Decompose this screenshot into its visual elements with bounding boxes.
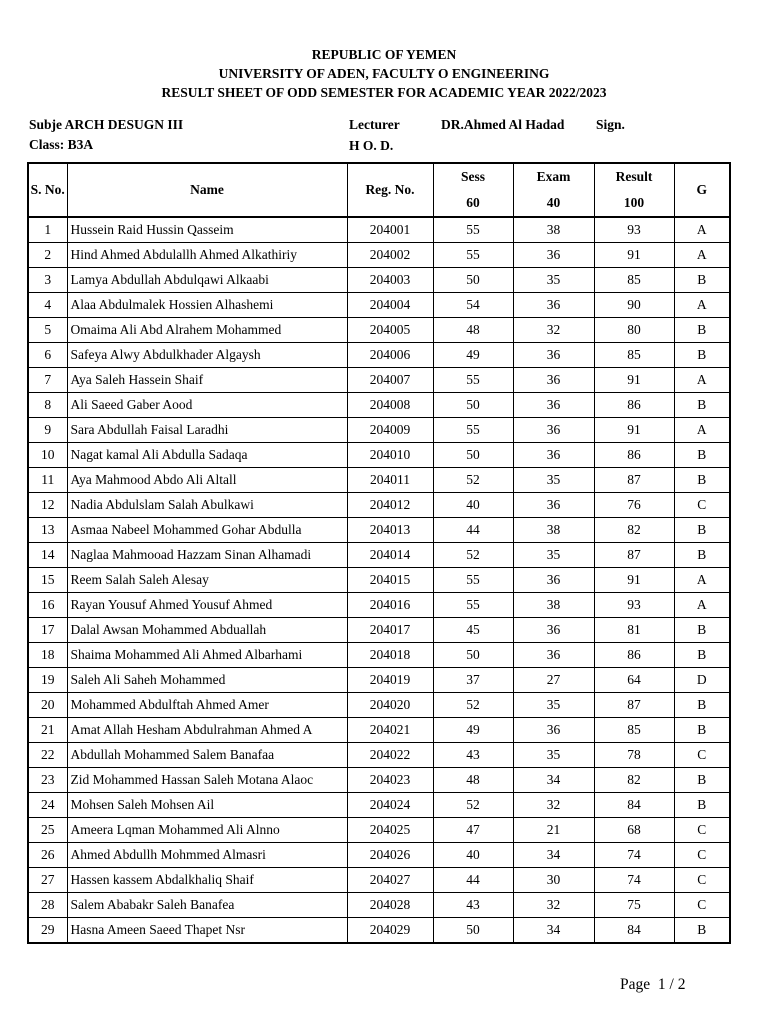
result-score-cell: 87 — [594, 468, 674, 493]
exam-score-cell: 32 — [513, 318, 594, 343]
reg-no-cell: 204025 — [347, 818, 433, 843]
exam-score-cell: 32 — [513, 793, 594, 818]
sno-cell: 21 — [28, 718, 67, 743]
reg-no-cell: 204019 — [347, 668, 433, 693]
grade-cell: B — [674, 343, 730, 368]
reg-no-cell: 204027 — [347, 868, 433, 893]
grade-cell: B — [674, 618, 730, 643]
grade-cell: C — [674, 818, 730, 843]
reg-no-cell: 204005 — [347, 318, 433, 343]
exam-score-cell: 34 — [513, 768, 594, 793]
sno-cell: 22 — [28, 743, 67, 768]
sno-cell: 9 — [28, 418, 67, 443]
sno-cell: 13 — [28, 518, 67, 543]
reg-no-cell: 204023 — [347, 768, 433, 793]
grade-cell: B — [674, 318, 730, 343]
sess-score-cell: 50 — [433, 443, 513, 468]
table-row — [28, 318, 730, 343]
name-cell: Naglaa Mahmooad Hazzam Sinan Alhamadi — [67, 543, 347, 568]
result-score-cell: 91 — [594, 243, 674, 268]
grade-cell: C — [674, 493, 730, 518]
name-cell: Hassen kassem Abdalkhaliq Shaif — [67, 868, 347, 893]
page-label: Page — [620, 976, 651, 993]
reg-no-cell: 204004 — [347, 293, 433, 318]
sess-score-cell: 49 — [433, 718, 513, 743]
table-row — [28, 693, 730, 718]
sess-score-cell: 48 — [433, 768, 513, 793]
result-score-cell: 87 — [594, 543, 674, 568]
grade-cell: B — [674, 643, 730, 668]
exam-score-cell: 21 — [513, 818, 594, 843]
sno-cell: 15 — [28, 568, 67, 593]
sno-cell: 12 — [28, 493, 67, 518]
header-sno: S. No. — [28, 163, 67, 217]
name-cell: Ali Saeed Gaber Aood — [67, 393, 347, 418]
lecturer-label: Lecturer — [349, 117, 400, 132]
name-cell: Hussein Raid Hussin Qasseim — [67, 217, 347, 243]
sno-cell: 6 — [28, 343, 67, 368]
sess-score-cell: 50 — [433, 268, 513, 293]
exam-score-cell: 36 — [513, 368, 594, 393]
name-cell: Mohsen Saleh Mohsen Ail — [67, 793, 347, 818]
grade-cell: B — [674, 543, 730, 568]
exam-score-cell: 35 — [513, 693, 594, 718]
name-cell: Salem Ababakr Saleh Banafea — [67, 893, 347, 918]
sess-score-cell: 55 — [433, 593, 513, 618]
grade-cell: B — [674, 918, 730, 944]
sess-score-cell: 52 — [433, 468, 513, 493]
result-score-cell: 74 — [594, 868, 674, 893]
sess-score-cell: 54 — [433, 293, 513, 318]
reg-no-cell: 204022 — [347, 743, 433, 768]
table-row — [28, 217, 730, 243]
table-row — [28, 593, 730, 618]
sess-score-cell: 43 — [433, 893, 513, 918]
reg-no-cell: 204010 — [347, 443, 433, 468]
reg-no-cell: 204021 — [347, 718, 433, 743]
table-row — [28, 918, 730, 944]
sno-cell: 20 — [28, 693, 67, 718]
grade-cell: C — [674, 893, 730, 918]
sess-score-cell: 55 — [433, 418, 513, 443]
result-score-cell: 68 — [594, 818, 674, 843]
subject-label: Subje — [29, 117, 63, 132]
sess-score-cell: 50 — [433, 918, 513, 944]
name-cell: Asmaa Nabeel Mohammed Gohar Abdulla — [67, 518, 347, 543]
name-cell: Zid Mohammed Hassan Saleh Motana Alaoc — [67, 768, 347, 793]
result-score-cell: 75 — [594, 893, 674, 918]
reg-no-cell: 204009 — [347, 418, 433, 443]
result-score-cell: 85 — [594, 268, 674, 293]
exam-score-cell: 36 — [513, 293, 594, 318]
grade-cell: C — [674, 743, 730, 768]
sess-score-cell: 49 — [433, 343, 513, 368]
sno-cell: 18 — [28, 643, 67, 668]
reg-no-cell: 204029 — [347, 918, 433, 944]
name-cell: Aya Saleh Hassein Shaif — [67, 368, 347, 393]
reg-no-cell: 204026 — [347, 843, 433, 868]
table-row — [28, 868, 730, 893]
header-exam-max: 40 — [513, 190, 594, 217]
table-row — [28, 493, 730, 518]
grade-cell: B — [674, 468, 730, 493]
header-sess-max: 60 — [433, 190, 513, 217]
table-row — [28, 518, 730, 543]
result-score-cell: 78 — [594, 743, 674, 768]
name-cell: Nagat kamal Ali Abdulla Sadaqa — [67, 443, 347, 468]
reg-no-cell: 204015 — [347, 568, 433, 593]
sign-label: Sign. — [596, 117, 625, 132]
table-row — [28, 568, 730, 593]
reg-no-cell: 204002 — [347, 243, 433, 268]
header-reg: Reg. No. — [347, 163, 433, 217]
name-cell: Shaima Mohammed Ali Ahmed Albarhami — [67, 643, 347, 668]
result-score-cell: 81 — [594, 618, 674, 643]
sess-score-cell: 55 — [433, 217, 513, 243]
header-exam: Exam — [513, 163, 594, 190]
sess-score-cell: 55 — [433, 368, 513, 393]
grade-cell: B — [674, 518, 730, 543]
result-score-cell: 90 — [594, 293, 674, 318]
exam-score-cell: 32 — [513, 893, 594, 918]
result-score-cell: 80 — [594, 318, 674, 343]
result-score-cell: 84 — [594, 918, 674, 944]
exam-score-cell: 34 — [513, 918, 594, 944]
sno-cell: 11 — [28, 468, 67, 493]
sno-cell: 4 — [28, 293, 67, 318]
subject-line — [29, 117, 183, 133]
result-score-cell: 86 — [594, 443, 674, 468]
exam-score-cell: 35 — [513, 468, 594, 493]
sno-cell: 23 — [28, 768, 67, 793]
sno-cell: 2 — [28, 243, 67, 268]
sess-score-cell: 52 — [433, 693, 513, 718]
page-number: 1 / 2 — [657, 976, 686, 993]
header-result: Result — [594, 163, 674, 190]
sno-cell: 16 — [28, 593, 67, 618]
result-score-cell: 82 — [594, 518, 674, 543]
exam-score-cell: 36 — [513, 443, 594, 468]
exam-score-cell: 36 — [513, 243, 594, 268]
table-row — [28, 643, 730, 668]
class-label: Class: — [29, 137, 65, 152]
reg-no-cell: 204007 — [347, 368, 433, 393]
result-score-cell: 76 — [594, 493, 674, 518]
reg-no-cell: 204013 — [347, 518, 433, 543]
table-row — [28, 718, 730, 743]
result-score-cell: 64 — [594, 668, 674, 693]
sess-score-cell: 47 — [433, 818, 513, 843]
sess-score-cell: 40 — [433, 493, 513, 518]
name-cell: Omaima Ali Abd Alrahem Mohammed — [67, 318, 347, 343]
page-indicator — [620, 976, 685, 994]
results-table-head — [28, 163, 730, 217]
header-result-max: 100 — [594, 190, 674, 217]
table-row — [28, 243, 730, 268]
name-cell: Abdullah Mohammed Salem Banafaa — [67, 743, 347, 768]
grade-cell: C — [674, 868, 730, 893]
grade-cell: A — [674, 568, 730, 593]
result-score-cell: 86 — [594, 393, 674, 418]
sess-score-cell: 48 — [433, 318, 513, 343]
exam-score-cell: 36 — [513, 568, 594, 593]
sess-score-cell: 44 — [433, 868, 513, 893]
sno-cell: 17 — [28, 618, 67, 643]
sess-score-cell: 50 — [433, 393, 513, 418]
sess-score-cell: 50 — [433, 643, 513, 668]
name-cell: Hasna Ameen Saeed Thapet Nsr — [67, 918, 347, 944]
result-score-cell: 91 — [594, 368, 674, 393]
exam-score-cell: 35 — [513, 543, 594, 568]
results-table — [27, 162, 731, 944]
sno-cell: 28 — [28, 893, 67, 918]
grade-cell: C — [674, 843, 730, 868]
sess-score-cell: 55 — [433, 568, 513, 593]
sess-score-cell: 40 — [433, 843, 513, 868]
sess-score-cell: 55 — [433, 243, 513, 268]
result-score-cell: 85 — [594, 718, 674, 743]
sess-score-cell: 52 — [433, 793, 513, 818]
table-row — [28, 743, 730, 768]
exam-score-cell: 35 — [513, 268, 594, 293]
table-row — [28, 293, 730, 318]
sno-cell: 7 — [28, 368, 67, 393]
sess-score-cell: 45 — [433, 618, 513, 643]
reg-no-cell: 204028 — [347, 893, 433, 918]
reg-no-cell: 204011 — [347, 468, 433, 493]
table-row — [28, 818, 730, 843]
grade-cell: B — [674, 393, 730, 418]
exam-score-cell: 30 — [513, 868, 594, 893]
exam-score-cell: 35 — [513, 743, 594, 768]
name-cell: Reem Salah Saleh Alesay — [67, 568, 347, 593]
grade-cell: A — [674, 418, 730, 443]
result-score-cell: 82 — [594, 768, 674, 793]
sno-cell: 24 — [28, 793, 67, 818]
exam-score-cell: 36 — [513, 618, 594, 643]
reg-no-cell: 204017 — [347, 618, 433, 643]
exam-score-cell: 36 — [513, 643, 594, 668]
sess-score-cell: 52 — [433, 543, 513, 568]
result-score-cell: 93 — [594, 217, 674, 243]
result-score-cell: 87 — [594, 693, 674, 718]
grade-cell: B — [674, 693, 730, 718]
sess-score-cell: 43 — [433, 743, 513, 768]
result-score-cell: 85 — [594, 343, 674, 368]
reg-no-cell: 204001 — [347, 217, 433, 243]
reg-no-cell: 204024 — [347, 793, 433, 818]
result-score-cell: 84 — [594, 793, 674, 818]
exam-score-cell: 36 — [513, 418, 594, 443]
exam-score-cell: 36 — [513, 493, 594, 518]
table-row — [28, 368, 730, 393]
header-title: RESULT SHEET OF ODD SEMESTER FOR ACADEMIC YEAR 2022/2023 — [161, 85, 607, 100]
name-cell: Alaa Abdulmalek Hossien Alhashemi — [67, 293, 347, 318]
hod-label: H O. D. — [349, 138, 394, 153]
reg-no-cell: 204020 — [347, 693, 433, 718]
reg-no-cell: 204018 — [347, 643, 433, 668]
name-cell: Lamya Abdullah Abdulqawi Alkaabi — [67, 268, 347, 293]
exam-score-cell: 38 — [513, 518, 594, 543]
sno-cell: 1 — [28, 217, 67, 243]
exam-score-cell: 36 — [513, 718, 594, 743]
grade-cell: A — [674, 593, 730, 618]
sno-cell: 14 — [28, 543, 67, 568]
table-row — [28, 468, 730, 493]
reg-no-cell: 204003 — [347, 268, 433, 293]
sno-cell: 19 — [28, 668, 67, 693]
reg-no-cell: 204012 — [347, 493, 433, 518]
name-cell: Ahmed Abdullh Mohmmed Almasri — [67, 843, 347, 868]
sno-cell: 27 — [28, 868, 67, 893]
header-university: UNIVERSITY OF ADEN, FACULTY O ENGINEERING — [218, 66, 550, 81]
name-cell: Safeya Alwy Abdulkhader Algaysh — [67, 343, 347, 368]
exam-score-cell: 36 — [513, 343, 594, 368]
grade-cell: B — [674, 268, 730, 293]
table-row — [28, 668, 730, 693]
result-score-cell: 74 — [594, 843, 674, 868]
class-line — [29, 137, 93, 153]
name-cell: Aya Mahmood Abdo Ali Altall — [67, 468, 347, 493]
table-row — [28, 793, 730, 818]
name-cell: Saleh Ali Saheh Mohammed — [67, 668, 347, 693]
result-score-cell: 86 — [594, 643, 674, 668]
grade-cell: B — [674, 793, 730, 818]
reg-no-cell: 204008 — [347, 393, 433, 418]
sno-cell: 25 — [28, 818, 67, 843]
result-score-cell: 91 — [594, 568, 674, 593]
exam-score-cell: 34 — [513, 843, 594, 868]
grade-cell: A — [674, 243, 730, 268]
grade-cell: B — [674, 768, 730, 793]
table-row — [28, 768, 730, 793]
name-cell: Rayan Yousuf Ahmed Yousuf Ahmed — [67, 593, 347, 618]
grade-cell: B — [674, 443, 730, 468]
table-row — [28, 618, 730, 643]
reg-no-cell: 204006 — [347, 343, 433, 368]
grade-cell: B — [674, 718, 730, 743]
exam-score-cell: 38 — [513, 593, 594, 618]
header-sess: Sess — [433, 163, 513, 190]
table-row — [28, 843, 730, 868]
name-cell: Dalal Awsan Mohammed Abduallah — [67, 618, 347, 643]
table-row — [28, 443, 730, 468]
reg-no-cell: 204016 — [347, 593, 433, 618]
header-grade: G — [674, 163, 730, 217]
name-cell: Amat Allah Hesham Abdulrahman Ahmed A — [67, 718, 347, 743]
table-row — [28, 268, 730, 293]
sess-score-cell: 44 — [433, 518, 513, 543]
exam-score-cell: 36 — [513, 393, 594, 418]
sno-cell: 5 — [28, 318, 67, 343]
exam-score-cell: 27 — [513, 668, 594, 693]
sno-cell: 3 — [28, 268, 67, 293]
name-cell: Ameera Lqman Mohammed Ali Alnno — [67, 818, 347, 843]
table-row — [28, 393, 730, 418]
header-country: REPUBLIC OF YEMEN — [311, 47, 457, 62]
table-row — [28, 543, 730, 568]
exam-score-cell: 38 — [513, 217, 594, 243]
table-row — [28, 343, 730, 368]
name-cell: Sara Abdullah Faisal Laradhi — [67, 418, 347, 443]
name-cell: Mohammed Abdulftah Ahmed Amer — [67, 693, 347, 718]
results-table-body — [28, 217, 730, 943]
grade-cell: D — [674, 668, 730, 693]
table-row — [28, 893, 730, 918]
reg-no-cell: 204014 — [347, 543, 433, 568]
grade-cell: A — [674, 293, 730, 318]
class-value: B3A — [67, 137, 94, 152]
grade-cell: A — [674, 217, 730, 243]
sess-score-cell: 37 — [433, 668, 513, 693]
lecturer-value: DR.Ahmed Al Hadad — [441, 117, 565, 132]
result-score-cell: 93 — [594, 593, 674, 618]
result-score-cell: 91 — [594, 418, 674, 443]
grade-cell: A — [674, 368, 730, 393]
sno-cell: 8 — [28, 393, 67, 418]
name-cell: Nadia Abdulslam Salah Abulkawi — [67, 493, 347, 518]
sno-cell: 10 — [28, 443, 67, 468]
sno-cell: 26 — [28, 843, 67, 868]
table-row — [28, 418, 730, 443]
name-cell: Hind Ahmed Abdulallh Ahmed Alkathiriy — [67, 243, 347, 268]
header-name: Name — [67, 163, 347, 217]
subject-value: ARCH DESUGN III — [64, 117, 184, 132]
sno-cell: 29 — [28, 918, 67, 944]
